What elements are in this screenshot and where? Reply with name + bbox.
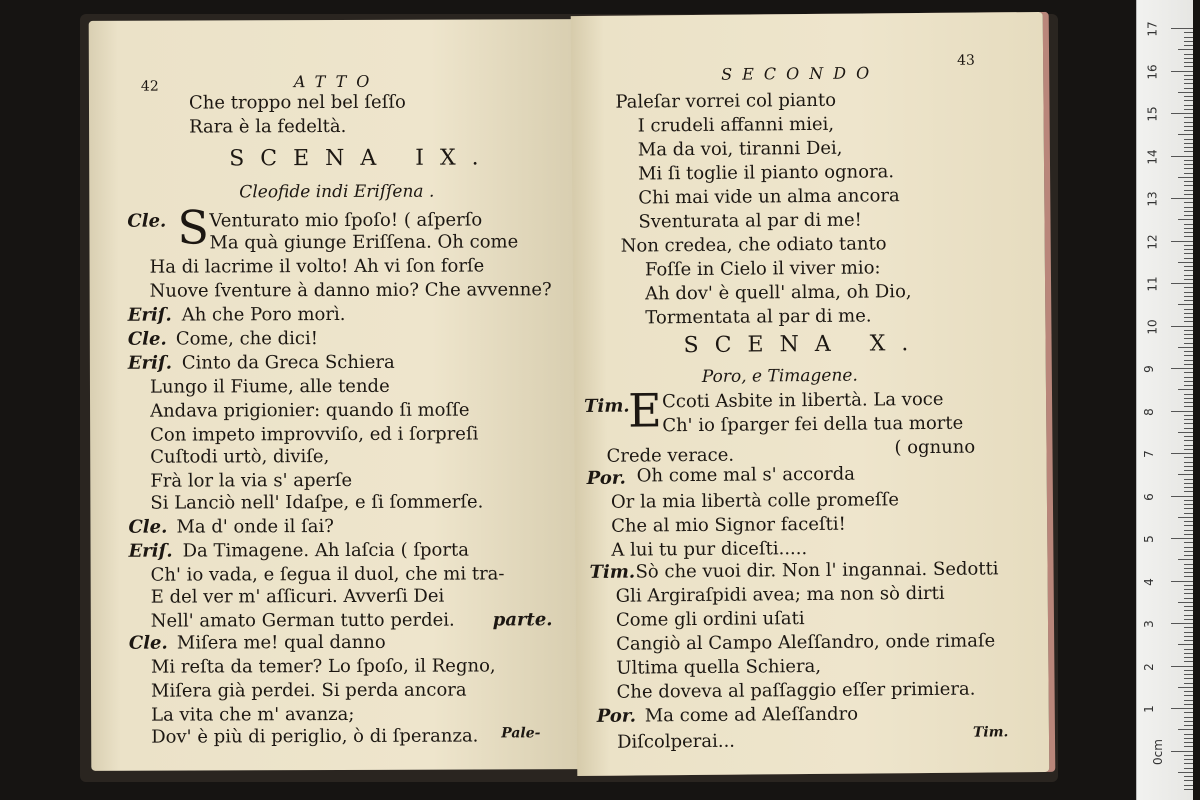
ruler-tick — [1184, 130, 1193, 131]
ruler-tick — [1184, 96, 1193, 97]
running-header: SECONDO — [721, 63, 880, 84]
speaker: Tim. — [584, 395, 630, 417]
ruler-tick — [1178, 517, 1193, 518]
ruler-tick — [1184, 83, 1193, 84]
ruler-tick — [1184, 610, 1193, 611]
ruler-tick — [1184, 117, 1193, 118]
ruler-tick — [1184, 66, 1193, 67]
dialogue-text: Ma d' onde il ſai? — [176, 516, 334, 538]
ruler-tick — [1184, 776, 1193, 777]
ruler-tick — [1184, 211, 1193, 212]
ruler-tick — [1184, 160, 1193, 161]
dialogue-text: Ch' io ſparger fei della tua morte — [662, 412, 964, 437]
ruler-tick — [1171, 241, 1193, 242]
ruler-tick — [1178, 729, 1193, 730]
dialogue-text: Or la mia libertà colle promeſſe — [610, 489, 900, 513]
ruler-tick — [1184, 725, 1193, 726]
ruler-tick — [1184, 700, 1193, 701]
ruler-tick — [1184, 300, 1193, 301]
ruler-tick — [1184, 266, 1193, 267]
ruler-tick — [1184, 194, 1193, 195]
verse-line: Che troppo nel bel ſeſſo — [188, 91, 406, 114]
ruler-tick — [1178, 262, 1193, 263]
speaker: Cle. — [127, 328, 167, 350]
ruler-tick — [1184, 126, 1193, 127]
verse-line: Non credea, che odiato tanto — [620, 233, 887, 257]
dialogue-text: Ma quà giunge Eriſſena. Oh come — [209, 231, 519, 254]
ruler-tick — [1184, 704, 1193, 705]
ruler-tick — [1184, 275, 1193, 276]
ruler-tick — [1184, 58, 1193, 59]
ruler-tick — [1184, 419, 1193, 420]
ruler-tick — [1184, 649, 1193, 650]
ruler-tick — [1184, 530, 1193, 531]
ruler-tick — [1184, 436, 1193, 437]
ruler-number: 17 — [1145, 21, 1160, 37]
ruler-tick — [1184, 45, 1193, 46]
dialogue-text: Si Lanciò nell' Idaſpe, e ſi ſommerſe. — [150, 491, 484, 514]
ruler-number: 6 — [1141, 492, 1156, 501]
dialogue-text: Miſera me! qual danno — [176, 631, 386, 654]
catchword: Pale- — [501, 725, 541, 742]
ruler-tick — [1184, 185, 1193, 186]
ruler-tick — [1184, 321, 1193, 322]
ruler-tick — [1184, 576, 1193, 577]
verse-line: Mi ſi toglie il pianto ognora. — [637, 161, 895, 185]
ruler-tick — [1184, 504, 1193, 505]
ruler-tick — [1171, 581, 1193, 582]
ruler-tick — [1184, 249, 1193, 250]
drop-cap: E — [627, 383, 662, 438]
ruler-tick — [1184, 139, 1193, 140]
dialogue-text: Che doveva al paſſaggio eſſer primiera. — [616, 678, 976, 703]
dialogue-text: Andava prigionier: quando ſi moſſe — [150, 399, 470, 422]
ruler-tick — [1171, 538, 1193, 539]
dialogue-text: Ma come ad Aleſſandro — [644, 703, 859, 727]
ruler-tick — [1184, 105, 1193, 106]
ruler-tick — [1171, 623, 1193, 624]
dialogue-text: Nuove ſventure à danno mio? Che avvenne? — [149, 279, 552, 302]
ruler-tick — [1171, 156, 1193, 157]
ruler-number: 1 — [1141, 705, 1156, 713]
ruler-number: 2 — [1141, 662, 1156, 671]
ruler-tick — [1184, 785, 1193, 786]
dialogue-text: Cinto da Greca Schiera — [181, 351, 395, 374]
ruler-tick — [1184, 555, 1193, 556]
ruler-number: 5 — [1141, 535, 1156, 543]
ruler-tick — [1184, 343, 1193, 344]
ruler-tick — [1184, 551, 1193, 552]
ruler-tick — [1184, 712, 1193, 713]
dialogue-text: Da Timagene. Ah laſcia ( ſporta — [182, 539, 469, 562]
ruler-tick — [1184, 763, 1193, 764]
ruler-tick — [1184, 75, 1193, 76]
dialogue-text: Sò che vuoi dir. Non l' ingannai. Sedotti — [635, 558, 999, 583]
dialogue-text: Ch' io vada, e ſegua il duol, che mi tra- — [150, 563, 505, 586]
ruler-tick — [1184, 270, 1193, 271]
dialogue-text: Frà lor la via s' aperſe — [150, 469, 353, 492]
verse-line: I crudeli affanni miei, — [637, 113, 835, 137]
ruler-tick — [1184, 789, 1193, 790]
ruler-tick — [1184, 636, 1193, 637]
page-number: 43 — [957, 52, 975, 69]
ruler-tick — [1184, 258, 1193, 259]
ruler-number: 0cm — [1150, 738, 1165, 765]
ruler-tick — [1184, 334, 1193, 335]
verse-line: Chi mai vide un alma ancora — [638, 185, 900, 209]
ruler-tick — [1184, 717, 1193, 718]
ruler-tick — [1184, 151, 1193, 152]
dialogue-text: Ultima quella Schiera, — [616, 655, 822, 679]
dialogue-text: Cangiò al Campo Aleſſandro, onde rimaſe — [616, 630, 996, 655]
ruler-tick — [1184, 360, 1193, 361]
ruler-tick — [1184, 287, 1193, 288]
ruler-tick — [1184, 381, 1193, 382]
ruler-tick — [1184, 674, 1193, 675]
dialogue-text: Cuſtodi urtò, diviſe, — [150, 446, 330, 468]
speaker: Eriſ. — [128, 540, 173, 562]
dialogue-text: Crede verace. — [606, 444, 735, 467]
ruler-tick — [1184, 568, 1193, 569]
ruler-tick — [1178, 347, 1193, 348]
ruler-number: 16 — [1145, 63, 1160, 80]
measuring-ruler — [1136, 0, 1193, 800]
ruler-tick — [1184, 355, 1193, 356]
dialogue-text: A lui tu pur diceſti..... — [611, 538, 808, 561]
ruler-number: 11 — [1145, 276, 1160, 292]
scene-title: SCENA X. — [683, 331, 925, 359]
ruler-tick — [1184, 279, 1193, 280]
ruler-tick — [1171, 198, 1193, 199]
dialogue-text: Nell' amato German tutto perdei. — [150, 609, 455, 632]
verse-line: Ah dov' è quell' alma, oh Dio, — [645, 281, 912, 305]
ruler-tick — [1184, 691, 1193, 692]
verse-line: Ma da voi, tiranni Dei, — [637, 137, 843, 161]
ruler-tick — [1178, 219, 1193, 220]
ruler-tick — [1184, 780, 1193, 781]
ruler-tick — [1178, 177, 1193, 178]
ruler-tick — [1184, 351, 1193, 352]
ruler-tick — [1178, 559, 1193, 560]
ruler-tick — [1184, 508, 1193, 509]
ruler-tick — [1184, 398, 1193, 399]
ruler-tick — [1184, 483, 1193, 484]
ruler-tick — [1184, 313, 1193, 314]
ruler-tick — [1184, 466, 1193, 467]
ruler-tick — [1184, 449, 1193, 450]
ruler-number: 3 — [1141, 620, 1156, 628]
dialogue-text: Oh come mal s' accorda — [636, 463, 856, 487]
ruler-tick — [1171, 708, 1193, 709]
dialogue-line — [127, 211, 166, 233]
ruler-tick — [1178, 389, 1193, 390]
speaker: Cle. — [128, 632, 168, 654]
ruler-tick — [1184, 330, 1193, 331]
ruler-tick — [1184, 207, 1193, 208]
ruler-number: 10 — [1145, 318, 1160, 335]
dialogue-text: Diſcolperai... — [616, 730, 736, 753]
ruler-tick — [1184, 415, 1193, 416]
ruler-tick — [1184, 406, 1193, 407]
ruler-tick — [1171, 326, 1193, 327]
verse-line: Paleſar vorrei col pianto — [615, 89, 837, 113]
ruler-tick — [1184, 640, 1193, 641]
ruler-tick — [1184, 32, 1193, 33]
ruler-number: 15 — [1145, 106, 1160, 122]
ruler-tick — [1178, 687, 1193, 688]
ruler-tick — [1184, 695, 1193, 696]
verse-line: Rara è la fedeltà. — [189, 115, 347, 138]
ruler-tick — [1184, 296, 1193, 297]
dialogue-text: La vita che m' avanza; — [151, 703, 355, 726]
ruler-tick — [1171, 453, 1193, 454]
ruler-tick — [1184, 547, 1193, 548]
stage-direction: ( ognuno — [894, 436, 976, 459]
verse-line: Foſſe in Cielo il viver mio: — [644, 257, 881, 281]
ruler-tick — [1178, 772, 1193, 773]
ruler-tick — [1178, 304, 1193, 305]
dialogue-text: Gli Argiraſpidi avea; ma non sò dirti — [615, 582, 945, 607]
ruler-tick — [1184, 585, 1193, 586]
ruler-tick — [1184, 683, 1193, 684]
ruler-tick — [1184, 232, 1193, 233]
ruler-number: 7 — [1141, 450, 1156, 458]
speaker: Eriſ. — [127, 304, 172, 326]
ruler-tick — [1184, 100, 1193, 101]
ruler-tick — [1184, 598, 1193, 599]
ruler-number: 12 — [1145, 233, 1160, 250]
ruler-tick — [1184, 253, 1193, 254]
ruler-tick — [1178, 432, 1193, 433]
ruler-tick — [1184, 440, 1193, 441]
ruler-tick — [1184, 122, 1193, 123]
ruler-tick — [1184, 394, 1193, 395]
stage-direction: parte. — [492, 609, 553, 631]
left-page — [89, 19, 580, 771]
book-spread — [80, 14, 1058, 782]
ruler-tick — [1184, 181, 1193, 182]
ruler-tick — [1184, 54, 1193, 55]
ruler-tick — [1184, 525, 1193, 526]
ruler-tick — [1184, 487, 1193, 488]
ruler-tick — [1171, 71, 1193, 72]
ruler-number: 8 — [1141, 407, 1156, 416]
right-page — [571, 12, 1050, 776]
ruler-tick — [1184, 317, 1193, 318]
ruler-tick — [1184, 593, 1193, 594]
ruler-tick — [1184, 309, 1193, 310]
ruler-tick — [1171, 751, 1193, 752]
scene-characters: Poro, e Timagene. — [701, 365, 858, 387]
ruler-tick — [1184, 470, 1193, 471]
ruler-tick — [1184, 627, 1193, 628]
ruler-tick — [1171, 666, 1193, 667]
ruler-tick — [1184, 37, 1193, 38]
ruler-tick — [1184, 572, 1193, 573]
ruler-tick — [1184, 462, 1193, 463]
dialogue-text: Come gli ordini uſati — [615, 608, 805, 631]
ruler-number: 14 — [1145, 148, 1160, 165]
ruler-tick — [1178, 92, 1193, 93]
ruler-tick — [1184, 491, 1193, 492]
ruler-tick — [1184, 224, 1193, 225]
ruler-tick — [1184, 338, 1193, 339]
dialogue-text: Ha di lacrime il volto! Ah vi ſon forſe — [149, 255, 485, 278]
ruler-tick — [1171, 496, 1193, 497]
ruler-tick — [1171, 368, 1193, 369]
ruler-tick — [1184, 521, 1193, 522]
ruler-tick — [1184, 377, 1193, 378]
ruler-tick — [1184, 428, 1193, 429]
ruler-tick — [1184, 228, 1193, 229]
ruler-tick — [1184, 202, 1193, 203]
ruler-tick — [1184, 513, 1193, 514]
ruler-tick — [1178, 644, 1193, 645]
dialogue-text: Mi reſta da temer? Lo ſpoſo, il Regno, — [150, 655, 496, 678]
ruler-tick — [1184, 653, 1193, 654]
dialogue-text: Venturato mio ſpoſo! ( aſperſo — [209, 209, 483, 232]
ruler-tick — [1184, 88, 1193, 89]
ruler-tick — [1184, 589, 1193, 590]
dialogue-text: Ccoti Asbite in libertà. La voce — [661, 388, 944, 413]
ruler-number: 9 — [1141, 365, 1156, 373]
ruler-tick — [1184, 41, 1193, 42]
ruler-tick — [1184, 632, 1193, 633]
speaker: Cle. — [127, 210, 167, 232]
ruler-tick — [1184, 190, 1193, 191]
drop-cap: S — [177, 200, 210, 255]
ruler-tick — [1184, 164, 1193, 165]
dialogue-text: Dov' è più di periglio, ò di ſperanza. — [151, 725, 479, 748]
speaker: Tim. — [589, 561, 636, 583]
ruler-tick — [1184, 759, 1193, 760]
dialogue-text: Ah che Poro morì. — [181, 303, 346, 326]
ruler-tick — [1184, 147, 1193, 148]
catchword: Tim. — [972, 724, 1009, 741]
ruler-tick — [1184, 768, 1193, 769]
ruler-tick — [1184, 236, 1193, 237]
ruler-tick — [1184, 534, 1193, 535]
ruler-tick — [1178, 602, 1193, 603]
ruler-tick — [1184, 62, 1193, 63]
ruler-tick — [1184, 292, 1193, 293]
ruler-number: 4 — [1141, 577, 1156, 586]
ruler-tick — [1184, 364, 1193, 365]
running-header: ATTO — [293, 71, 380, 92]
ruler-tick — [1184, 755, 1193, 756]
dialogue-text: Con impeto improvviſo, ed i ſorpreſi — [150, 423, 479, 446]
scene-characters: Cleofide indi Eriſſena . — [239, 181, 435, 203]
ruler-tick — [1184, 79, 1193, 80]
ruler-tick — [1171, 28, 1193, 29]
ruler-tick — [1178, 134, 1193, 135]
ruler-tick — [1184, 721, 1193, 722]
ruler-tick — [1184, 742, 1193, 743]
ruler-tick — [1184, 445, 1193, 446]
ruler-tick — [1184, 661, 1193, 662]
dialogue-text: Miſera già perdei. Si perda ancora — [150, 679, 467, 702]
verse-line: Sventurata al par di me! — [638, 209, 862, 233]
ruler-tick — [1178, 49, 1193, 50]
ruler-tick — [1184, 678, 1193, 679]
ruler-tick — [1184, 606, 1193, 607]
dialogue-text: Lungo il Fiume, alle tende — [149, 375, 390, 398]
dialogue-text: E del ver m' aſſicuri. Avverſi Dei — [150, 585, 445, 608]
ruler-tick — [1184, 670, 1193, 671]
scene-title: SCENA IX. — [229, 145, 495, 172]
ruler-tick — [1184, 734, 1193, 735]
ruler-tick — [1184, 619, 1193, 620]
ruler-tick — [1184, 143, 1193, 144]
speaker: Cle. — [128, 516, 168, 538]
ruler-tick — [1178, 474, 1193, 475]
ruler-tick — [1184, 168, 1193, 169]
ruler-tick — [1184, 746, 1193, 747]
page-number: 42 — [140, 78, 159, 95]
ruler-tick — [1184, 402, 1193, 403]
ruler-tick — [1171, 113, 1193, 114]
ruler-number: 13 — [1145, 191, 1160, 207]
ruler-tick — [1184, 542, 1193, 543]
verse-line: Tormentata al par di me. — [645, 305, 872, 329]
ruler-tick — [1184, 500, 1193, 501]
ruler-tick — [1184, 564, 1193, 565]
ruler-tick — [1184, 479, 1193, 480]
speaker: Eriſ. — [127, 352, 172, 374]
ruler-tick — [1184, 215, 1193, 216]
ruler-tick — [1184, 109, 1193, 110]
ruler-tick — [1184, 173, 1193, 174]
ruler-tick — [1184, 738, 1193, 739]
dialogue-text: Come, che dici! — [175, 328, 319, 350]
ruler-tick — [1184, 615, 1193, 616]
ruler-tick — [1171, 411, 1193, 412]
dialogue-text: Che al mio Signor faceſti! — [611, 513, 846, 537]
speaker: Por. — [586, 467, 626, 489]
ruler-tick — [1171, 283, 1193, 284]
ruler-tick — [1184, 245, 1193, 246]
ruler-tick — [1184, 457, 1193, 458]
ruler-tick — [1184, 385, 1193, 386]
ruler-tick — [1184, 423, 1193, 424]
ruler-tick — [1184, 657, 1193, 658]
ruler-tick — [1184, 372, 1193, 373]
speaker: Por. — [596, 705, 637, 727]
